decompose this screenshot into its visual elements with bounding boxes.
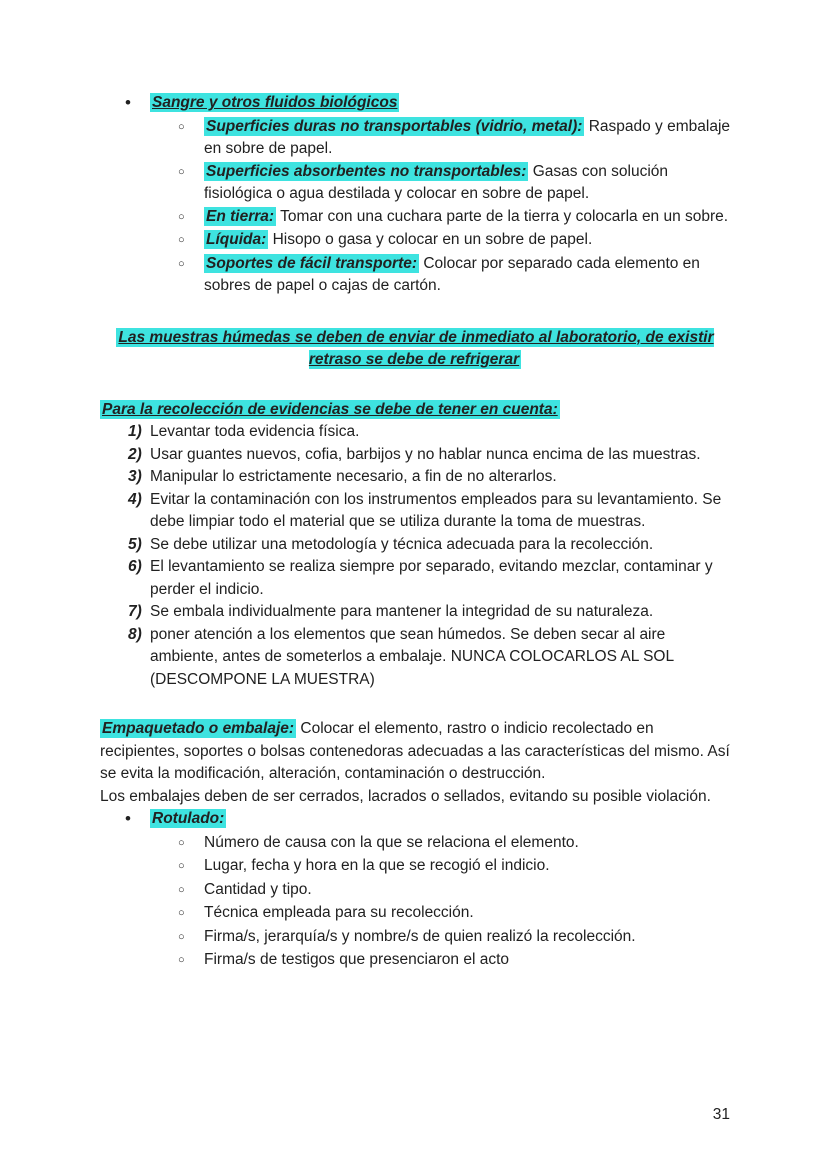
page-number: 31 [712,1106,730,1123]
item-text: Lugar, fecha y hora en la que se recogió el indicio. [204,857,550,874]
empaquetado-text: Colocar el elemento, rastro o indicio recolectado en recipientes, soportes o bolsas contenedoras adecuadas a las características del mismo. Así se evita la modificación, alteración, contaminación o destrucción. [100,720,730,782]
numbered-item [128,444,730,467]
list-item [178,949,730,973]
circle-bullet-icon [178,206,204,230]
item-label: Superficies duras no transportables (vidrio, metal): [206,117,583,135]
numbered-item [128,534,730,557]
list-item [178,879,730,903]
circle-bullet-icon [178,161,204,185]
item-text: Usar guantes nuevos, cofia, barbijos y no hablar nunca encima de las muestras. [150,445,701,463]
note-paragraph [110,327,720,372]
item-text: Colocar por separado cada elemento en sobres de papel o cajas de cartón. [204,254,700,294]
list-item [178,832,730,856]
item-text: Raspado y embalaje en sobre de papel. [204,117,731,157]
circle-bullet-icon [178,855,204,879]
item-text: El levantamiento se realiza siempre por separado, evitando mezclar, contaminar y perder el indicio. [150,558,713,598]
numbered-item [128,421,730,444]
rotulado-title [150,808,226,831]
section-heading-recoleccion [100,399,730,422]
list-item-content [204,116,730,161]
item-text: Levantar toda evidencia física. [150,423,360,440]
item-text: Se debe utilizar una metodología y técnica adecuada para la recolección. [150,535,654,553]
item-number: 2) [128,445,142,463]
list-item [178,855,730,879]
list-item-content [204,253,730,298]
bullet-icon [125,92,150,116]
empaquetado-label: Empaquetado o embalaje: [102,720,295,737]
list-item-content [204,161,730,206]
item-number: 5) [128,535,142,553]
list-item [178,229,730,253]
circle-bullet-icon [178,832,204,856]
item-text: Cantidad y tipo. [204,880,312,898]
item-number: 3) [128,468,142,485]
bullet-icon [125,808,150,832]
circle-bullet-icon [178,116,204,140]
note-text: Las muestras húmedas se deben de enviar de inmediato al laboratorio, de existir retraso se debe de refrigerar [118,328,714,368]
list-item [178,926,730,950]
circle-bullet-icon [178,229,204,253]
circle-bullet-icon [178,879,204,903]
item-text: Se embala individualmente para mantener la integridad de su naturaleza. [150,603,654,620]
item-text: Técnica empleada para su recolección. [204,904,474,921]
item-label: Soportes de fácil transporte: [206,254,418,272]
list-item-rotulado [125,808,730,832]
empaquetado-paragraph-2: Los embalajes deben de ser cerrados, lacrados o sellados, evitando su posible violación. [100,787,711,805]
item-text: Evitar la contaminación con los instrumentos empleados para su levantamiento. Se debe limpiar todo el material que se utiliza durante la toma de muestras. [150,490,722,530]
item-text: Tomar con una cuchara parte de la tierra y colocarla en un sobre. [276,207,729,225]
item-number: 1) [128,423,142,440]
list-item [178,902,730,926]
circle-bullet-icon [178,902,204,926]
item-number: 4) [128,490,142,508]
rotulado-title-text: Rotulado: [152,810,225,827]
item-text: Número de causa con la que se relaciona el elemento. [204,833,579,851]
numbered-item [128,601,730,624]
item-text: Firma/s, jerarquía/s y nombre/s de quien realizó la recolección. [204,927,636,945]
numbered-item [128,624,730,692]
numbered-item [128,489,730,534]
item-text: Gasas con solución fisiológica o agua destilada y colocar en sobre de papel. [204,162,668,202]
list-item [178,161,730,206]
circle-bullet-icon [178,926,204,950]
item-number: 8) [128,625,142,643]
section-title-sangre [150,92,399,115]
item-text: Hisopo o gasa y colocar en un sobre de papel. [268,231,593,248]
item-label: Líquida: [206,231,267,248]
list-item-content [204,206,730,229]
list-item-sangre [125,92,730,116]
empaquetado-paragraph [100,718,730,786]
item-label: Superficies absorbentes no transportables: [206,162,527,180]
item-label: En tierra: [206,207,275,225]
item-text: Firma/s de testigos que presenciaron el acto [204,951,509,968]
item-text: Manipular lo estrictamente necesario, a fin de no alterarlos. [150,468,557,485]
numbered-item [128,556,730,601]
item-text: poner atención a los elementos que sean húmedos. Se deben secar al aire ambiente, antes de someterlos a embalaje. NUNCA COLOCARLOS AL SOL (DESCOMPONE LA MUESTRA) [150,625,674,688]
item-number: 7) [128,603,142,620]
list-item [178,253,730,298]
item-number: 6) [128,558,142,575]
circle-bullet-icon [178,253,204,277]
numbered-item [128,466,730,489]
list-item [178,206,730,230]
section-heading-text: Para la recolección de evidencias se debe de tener en cuenta: [102,400,558,418]
list-item-content [204,229,730,252]
circle-bullet-icon [178,949,204,973]
list-item [178,116,730,161]
section-title-text: Sangre y otros fluidos biológicos [152,94,398,111]
